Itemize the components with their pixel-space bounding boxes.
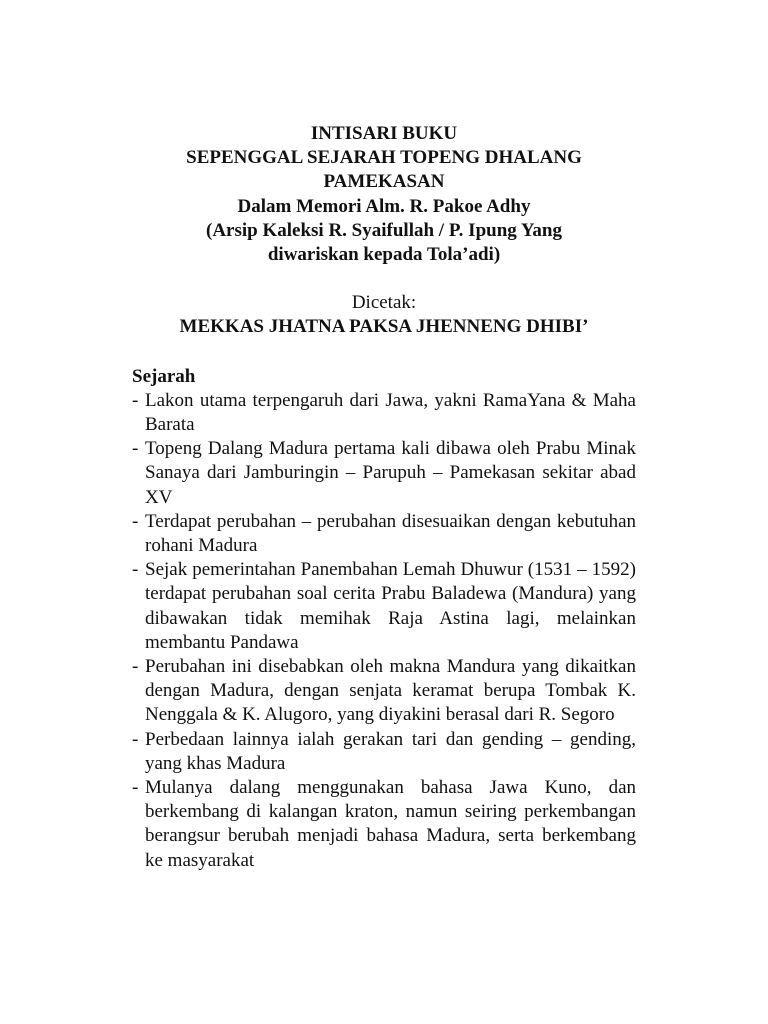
subtitle-line: (Arsip Kaleksi R. Syaifullah / P. Ipung Yang: [206, 219, 562, 241]
title-block: [132, 122, 636, 267]
list-item-text: Terdapat perubahan – perubahan disesuaikan dengan kebutuhan rohani Madura: [145, 510, 636, 557]
list-item: [132, 776, 636, 873]
bullet-dash: -: [132, 728, 139, 750]
list-item: [132, 437, 636, 510]
printed-name: MEKKAS JHATNA PAKSA JHENNENG DHIBI’: [179, 316, 589, 338]
subtitle-line: Dalam Memori Alm. R. Pakoe Adhy: [237, 195, 531, 217]
bullet-dash: -: [132, 438, 139, 460]
list-item-text: Lakon utama terpengaruh dari Jawa, yakni RamaYana & Maha Barata: [145, 389, 636, 436]
subtitle-line: diwariskan kepada Tola’adi): [267, 244, 501, 266]
list-item: [132, 558, 636, 655]
title-line: SEPENGGAL SEJARAH TOPENG DHALANG: [186, 147, 582, 169]
title-line: PAMEKASAN: [323, 171, 445, 193]
list-item-text: Perbedaan lainnya ialah gerakan tari dan gending – gending, yang khas Madura: [145, 728, 636, 774]
list-item: [132, 655, 636, 728]
list-item: [132, 728, 636, 776]
bullet-dash: -: [132, 389, 139, 411]
bullet-dash: -: [132, 559, 139, 581]
list-item-text: Sejak pemerintahan Panembahan Lemah Dhuwur (1531 – 1592) terdapat perubahan soal cerita Prabu Baladewa (Mandura) yang dibawakan tidak memihak Raja Astina lagi, melainkan membantu Pandawa: [145, 559, 636, 653]
bullet-dash: -: [132, 510, 139, 532]
bullet-dash: -: [132, 777, 139, 799]
document-page: [132, 122, 636, 873]
history-list: [132, 389, 636, 873]
printed-by-block: [132, 291, 636, 339]
section-heading: Sejarah: [132, 365, 196, 387]
list-item-text: Perubahan ini disebabkan oleh makna Mandura yang dikaitkan dengan Madura, dengan senjata keramat berupa Tombak K. Nenggala & K. Alugoro, yang diyakini berasal dari R. Segoro: [145, 656, 636, 726]
bullet-dash: -: [132, 656, 139, 678]
list-item-text: Mulanya dalang menggunakan bahasa Jawa Kuno, dan berkembang di kalangan kraton, namun seiring perkembangan berangsur berubah menjadi bahasa Madura, serta berkembang ke masyarakat: [145, 777, 636, 871]
title-line: INTISARI BUKU: [310, 123, 458, 144]
printed-label: Dicetak:: [351, 292, 417, 314]
list-item-text: Topeng Dalang Madura pertama kali dibawa oleh Prabu Minak Sanaya dari Jamburingin – Parupuh – Pamekasan sekitar abad XV: [145, 438, 636, 508]
list-item: [132, 510, 636, 558]
list-item: [132, 389, 636, 437]
